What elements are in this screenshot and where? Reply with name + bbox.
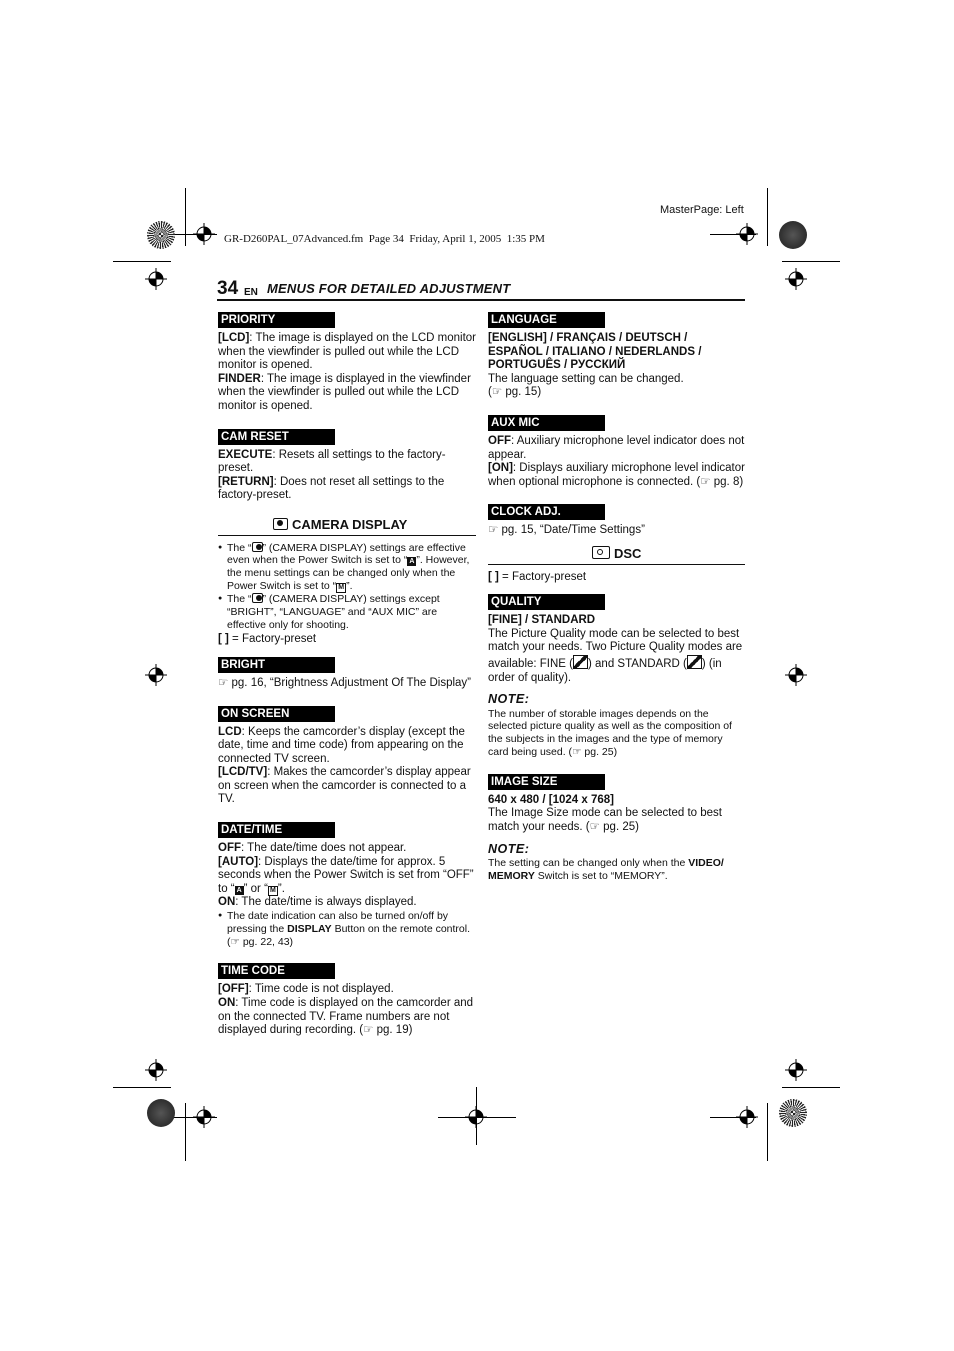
page-title: MENUS FOR DETAILED ADJUSTMENT xyxy=(267,281,511,296)
bright-label: BRIGHT xyxy=(218,657,335,673)
camera-display-icon xyxy=(273,518,288,530)
registration-target-icon xyxy=(785,1059,807,1081)
time-code-label: TIME CODE xyxy=(218,963,335,979)
camera-display-note-1: ● The “ ” (CAMERA DISPLAY) settings are effective even when the Power Switch is set to “ A ”. However, the menu settings can be changed only when the Power Switch is set to “ M ”. xyxy=(218,542,476,593)
camera-display-note-2: ● The “ ” (CAMERA DISPLAY) settings except “BRIGHT”, “LANGUAGE” and “AUX MIC” are effective only for shooting. xyxy=(218,593,476,631)
time-code-off: [OFF]: Time code is not displayed. xyxy=(218,983,394,996)
crop-mark xyxy=(113,261,171,262)
language-options-2: ESPAÑOL / ITALIANO / NEDERLANDS / xyxy=(488,345,702,358)
language-code: EN xyxy=(244,287,258,298)
crop-mark xyxy=(438,1117,516,1118)
language-label: LANGUAGE xyxy=(488,312,605,328)
reference-icon: ☞ xyxy=(363,1024,374,1037)
language-ref: (☞ pg. 15) xyxy=(488,386,542,399)
quality-section xyxy=(488,594,745,759)
image-size-options: 640 x 480 / [1024 x 768] xyxy=(488,793,614,806)
camera-display-heading: CAMERA DISPLAY xyxy=(218,518,476,536)
quality-note-title: NOTE: xyxy=(488,692,530,707)
cam-reset-execute: EXECUTE: Resets all settings to the factory-preset. xyxy=(218,448,446,475)
reference-icon: ☞ xyxy=(700,475,711,488)
registration-target-icon xyxy=(785,268,807,290)
cam-reset-return: [RETURN]: Does not reset all settings to the factory-preset. xyxy=(218,475,445,502)
clock-adj-section xyxy=(488,504,745,538)
crop-mark xyxy=(710,234,756,235)
crop-mark xyxy=(767,188,768,246)
priority-finder: FINDER: The image is displayed in the viewfinder when the viewfinder is pulled out while the LCD monitor is opened. xyxy=(218,372,471,412)
dsc-factory: [ ] = Factory-preset xyxy=(488,570,587,583)
image-size-section xyxy=(488,774,745,883)
aux-mic-section xyxy=(488,415,745,489)
on-screen-lcdtv: [LCD/TV]: Makes the camcorder’s display appear on screen when the camcorder is connected to a TV. xyxy=(218,766,471,806)
dsc-section xyxy=(488,546,745,584)
date-time-on: ON: The date/time is always displayed. xyxy=(218,896,417,909)
language-options-1: [ENGLISH] / FRANÇAIS / DEUTSCH / xyxy=(488,332,688,344)
on-screen-label: ON SCREEN xyxy=(218,706,335,722)
date-time-section xyxy=(218,822,476,948)
color-bar-disk-icon xyxy=(779,221,807,249)
quality-text: The Picture Quality mode can be selected to best match your needs. Two Picture Quality modes are available: FINE ( ) and STANDARD ( ) (in order of quality). xyxy=(488,627,743,684)
standard-quality-icon xyxy=(687,655,702,669)
reference-icon: ☞ xyxy=(488,524,499,537)
image-size-label: IMAGE SIZE xyxy=(488,774,605,790)
reference-icon: ☞ xyxy=(218,676,229,689)
camera-display-icon xyxy=(252,593,263,603)
manual-mode-icon: M xyxy=(268,886,278,896)
quality-label: QUALITY xyxy=(488,594,605,610)
priority-lcd: [LCD]: The image is displayed on the LCD monitor when the viewfinder is pulled out while the LCD monitor is opened. xyxy=(218,332,477,372)
cam-reset-section xyxy=(218,429,476,503)
crop-mark xyxy=(782,261,840,262)
crop-mark xyxy=(476,1087,477,1145)
language-options-3: PORTUGUÊS / РУССКИЙ xyxy=(488,359,626,372)
image-size-note: The setting can be changed only when the VIDEO/ MEMORY Switch is set to “MEMORY”. xyxy=(488,857,724,883)
aux-mic-label: AUX MIC xyxy=(488,415,605,431)
right-column xyxy=(488,312,745,898)
clock-adj-ref: ☞ pg. 15, “Date/Time Settings” xyxy=(488,524,645,537)
date-time-off: OFF: The date/time does not appear. xyxy=(218,842,407,855)
registration-target-icon xyxy=(145,1059,167,1081)
file-info-line: GR-D260PAL_07Advanced.fm Page 34 Friday, April 1, 2005 1:35 PM xyxy=(224,233,545,245)
crop-mark xyxy=(782,1087,840,1088)
color-bar-star-icon xyxy=(147,221,175,249)
registration-target-icon xyxy=(145,268,167,290)
manual-mode-icon: M xyxy=(336,583,346,593)
crop-mark xyxy=(171,1117,217,1118)
language-section xyxy=(488,312,745,400)
time-code-on: ON: Time code is displayed on the camcorder and on the connected TV. Frame numbers are not displayed during recording. (☞ pg. 19) xyxy=(218,997,474,1037)
registration-target-icon xyxy=(145,664,167,686)
crop-mark xyxy=(185,1103,186,1161)
camera-icon xyxy=(592,546,610,559)
time-code-section xyxy=(218,963,476,1037)
crop-mark xyxy=(710,1117,756,1118)
clock-adj-label: CLOCK ADJ. xyxy=(488,504,605,520)
left-column xyxy=(218,312,476,1053)
auto-mode-icon: A xyxy=(409,558,415,566)
auto-mode-icon: A xyxy=(236,886,242,894)
reference-icon: ☞ xyxy=(589,821,600,834)
on-screen-section xyxy=(218,706,476,808)
crop-mark xyxy=(113,1087,171,1088)
page-header xyxy=(217,280,745,301)
color-bar-disk-icon xyxy=(147,1099,175,1127)
quality-note: The number of storable images depends on the selected picture quality as well as the composition of the subjects in the images and the type of memory card being used. (☞ pg. 25) xyxy=(488,707,732,759)
reference-icon: ☞ xyxy=(491,386,503,399)
reference-icon: ☞ xyxy=(572,746,582,759)
registration-target-icon xyxy=(785,664,807,686)
bright-ref: ☞ pg. 16, “Brightness Adjustment Of The Display” xyxy=(218,676,471,689)
quality-options: [FINE] / STANDARD xyxy=(488,614,596,627)
date-time-note: ● The date indication can also be turned on/off by pressing the DISPLAY Button on the remote control. (☞ pg. 22, 43) xyxy=(218,910,476,948)
crop-mark xyxy=(767,1103,768,1161)
camera-display-icon xyxy=(252,542,263,552)
reference-icon: ☞ xyxy=(230,935,240,948)
aux-mic-off: OFF: Auxiliary microphone level indicator does not appear. xyxy=(488,434,745,461)
fine-quality-icon xyxy=(573,655,588,669)
crop-mark xyxy=(185,188,186,246)
color-bar-star-icon xyxy=(779,1099,807,1127)
cam-reset-label: CAM RESET xyxy=(218,429,335,445)
language-text: The language setting can be changed. xyxy=(488,372,684,385)
image-size-text: The Image Size mode can be selected to best match your needs. (☞ pg. 25) xyxy=(488,807,722,834)
date-time-label: DATE/TIME xyxy=(218,822,335,838)
camera-display-factory: [ ] = Factory-preset xyxy=(218,633,317,646)
dsc-heading: DSC xyxy=(488,546,745,565)
crop-mark xyxy=(171,234,217,235)
aux-mic-on: [ON]: Displays auxiliary microphone level indicator when optional microphone is connected. (☞ pg. 8) xyxy=(488,462,745,488)
image-size-note-title: NOTE: xyxy=(488,841,530,856)
priority-label: PRIORITY xyxy=(218,312,335,328)
on-screen-lcd: LCD: Keeps the camcorder’s display (except the date, time and time code) from appearing on the connected TV screen. xyxy=(218,725,465,765)
priority-section xyxy=(218,312,476,414)
master-page-label: MasterPage: Left xyxy=(660,204,744,216)
page-number: 34 xyxy=(217,278,239,299)
date-time-auto: [AUTO]: Displays the date/time for approx. 5 seconds when the Power Switch is set from “OFF” to “ A ” or “ M ”. xyxy=(218,855,474,895)
bright-section xyxy=(218,657,476,691)
camera-display-section xyxy=(218,518,476,647)
